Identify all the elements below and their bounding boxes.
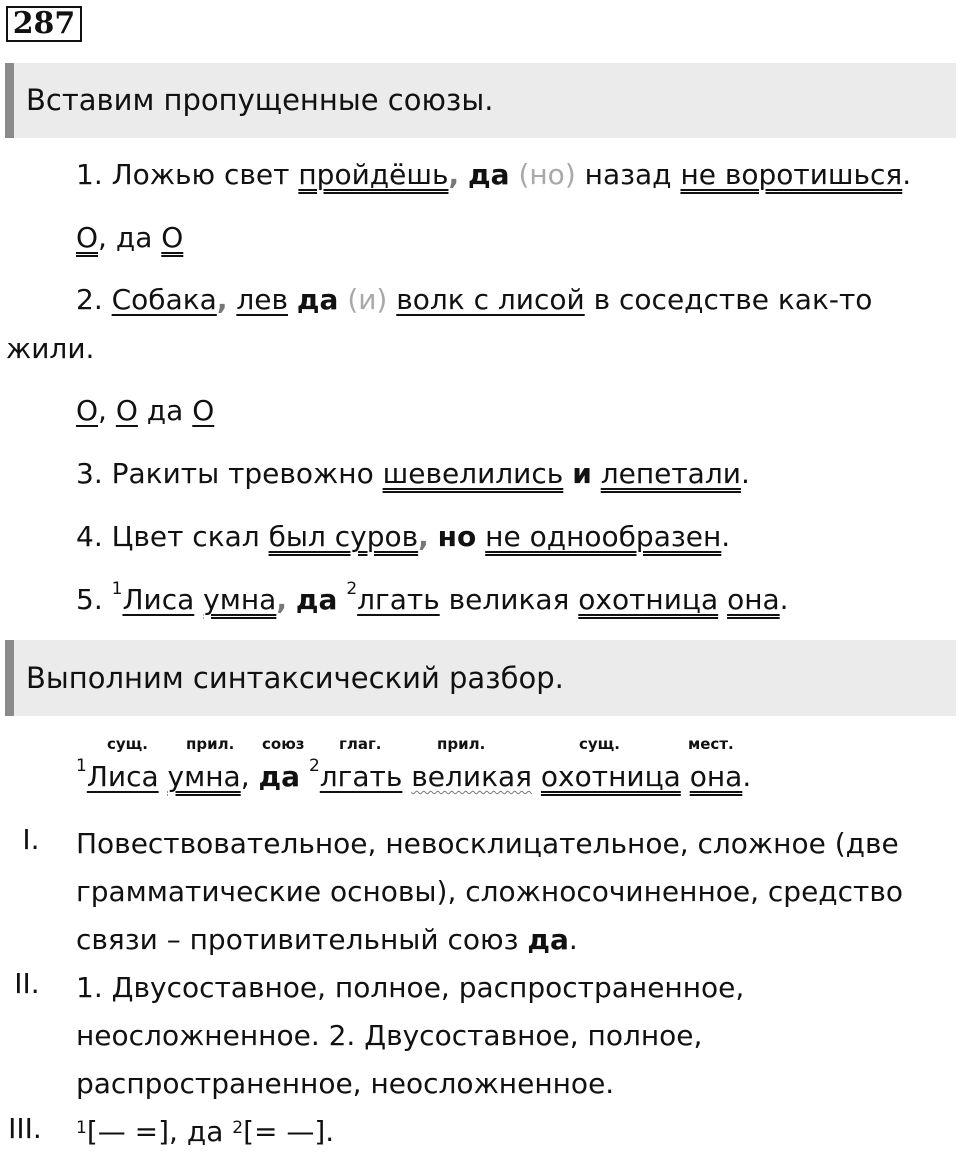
sentence-4	[76, 520, 730, 553]
sentence-2	[76, 283, 872, 316]
word: в соседстве как-то	[593, 283, 873, 316]
analysis-item-1	[76, 820, 926, 964]
comma: ,	[276, 583, 287, 616]
roman-numeral: III.	[8, 1112, 42, 1145]
scheme-member: О	[76, 221, 99, 254]
predicate: пройдёшь	[298, 158, 449, 191]
sentence-1	[76, 158, 911, 191]
word: Цвет скал	[111, 520, 260, 553]
alternative-conjunction: (но)	[518, 158, 576, 191]
period: .	[902, 158, 912, 191]
subject: лгать	[357, 583, 440, 616]
comma: ,	[418, 520, 429, 553]
pos-label: мест.	[688, 735, 734, 753]
roman-numeral: II.	[14, 967, 40, 1000]
conjunction: и	[572, 457, 592, 490]
predicate: шевелились	[382, 457, 564, 490]
analysis-sentence	[76, 756, 752, 793]
clause-index: 2	[346, 579, 358, 599]
sentence-number: 2.	[76, 283, 103, 316]
period: .	[568, 923, 578, 956]
exercise-number: 287	[6, 6, 82, 42]
scheme-1	[76, 221, 183, 254]
pos-label: союз	[262, 735, 305, 753]
scheme-separator: да	[137, 394, 193, 427]
subject: лгать	[319, 760, 403, 793]
subject: Лиса	[86, 760, 159, 793]
predicate: охотница	[578, 583, 719, 616]
word: великая	[448, 583, 570, 616]
scheme-member: О	[192, 394, 215, 427]
clause-index: 1	[76, 756, 87, 776]
scheme-member: О	[161, 221, 184, 254]
period: .	[721, 520, 731, 553]
clause-index: 1	[111, 579, 123, 599]
subject: лев	[236, 283, 288, 316]
subject: Собака	[111, 283, 217, 316]
sentence-2-continuation	[6, 332, 94, 365]
sentence-3	[76, 457, 750, 490]
clause-index: 1	[76, 1118, 87, 1138]
conjunction: но	[437, 520, 477, 553]
scheme-2	[76, 394, 214, 427]
clause-index: 2	[232, 1118, 244, 1138]
predicate: охотница	[540, 760, 681, 793]
scheme-member: О	[76, 394, 99, 427]
predicate: был суров	[268, 520, 419, 553]
item-text: Повествовательное, невосклицательное, сложное (две грамматические основы), сложносочиненное, средство связи – противительный союз	[76, 827, 903, 956]
predicate: она	[727, 583, 780, 616]
pos-label: сущ.	[107, 735, 148, 753]
sentence-5	[76, 579, 789, 616]
period: .	[779, 583, 789, 616]
conjunction: да	[295, 583, 338, 616]
sentence-number: 3.	[76, 457, 103, 490]
predicate: она	[689, 760, 743, 793]
conjunction: да	[468, 158, 510, 191]
section-title-insert-conjunctions	[5, 63, 956, 138]
section-title-text: Выполним синтаксический разбор.	[26, 661, 564, 695]
pos-label: сущ.	[579, 735, 620, 753]
analysis-item-3	[76, 1108, 936, 1156]
word: назад	[584, 158, 672, 191]
sentence-number: 1.	[76, 158, 103, 191]
word: жили.	[6, 332, 95, 365]
predicate: не воротишься	[680, 158, 903, 191]
sentence-number: 5.	[76, 583, 103, 616]
predicate: умна	[203, 583, 277, 616]
predicate: не однообразен	[485, 520, 722, 553]
alternative-conjunction: (и)	[347, 283, 388, 316]
pos-label: прил.	[437, 735, 486, 753]
subject: Лиса	[122, 583, 195, 616]
pos-label: глаг.	[339, 735, 382, 753]
roman-numeral: I.	[22, 823, 40, 856]
comma: ,	[216, 283, 228, 316]
section-title-syntax-analysis	[5, 640, 956, 716]
conjunction: да	[258, 760, 301, 793]
item-text: 1. Двусоставное, полное, распространенное, неосложненное. 2. Двусоставное, полное, распространенное, неосложненное.	[76, 971, 745, 1100]
clause-scheme: [= —].	[243, 1115, 335, 1148]
sentence-number: 4.	[76, 520, 103, 553]
period: .	[740, 457, 750, 490]
conjunction: да	[296, 283, 339, 316]
scheme-member: О	[115, 394, 138, 427]
scheme-separator: ,	[98, 394, 116, 427]
period: .	[742, 760, 752, 793]
word: Ракиты тревожно	[111, 457, 374, 490]
subject: волк с лисой	[396, 283, 585, 316]
clause-index: 2	[308, 756, 320, 776]
conjunction: да	[527, 923, 569, 956]
clause-scheme: [— =], да	[86, 1115, 233, 1148]
comma: ,	[448, 158, 460, 191]
predicate: умна	[167, 760, 241, 793]
predicate: лепетали	[600, 457, 741, 490]
word: Ложью свет	[111, 158, 290, 191]
section-title-text: Вставим пропущенные союзы.	[26, 83, 494, 117]
scheme-separator: , да	[98, 221, 162, 254]
attribute: великая	[411, 760, 533, 793]
pos-label: прил.	[186, 735, 235, 753]
analysis-item-2	[76, 964, 776, 1108]
comma: ,	[240, 760, 250, 793]
